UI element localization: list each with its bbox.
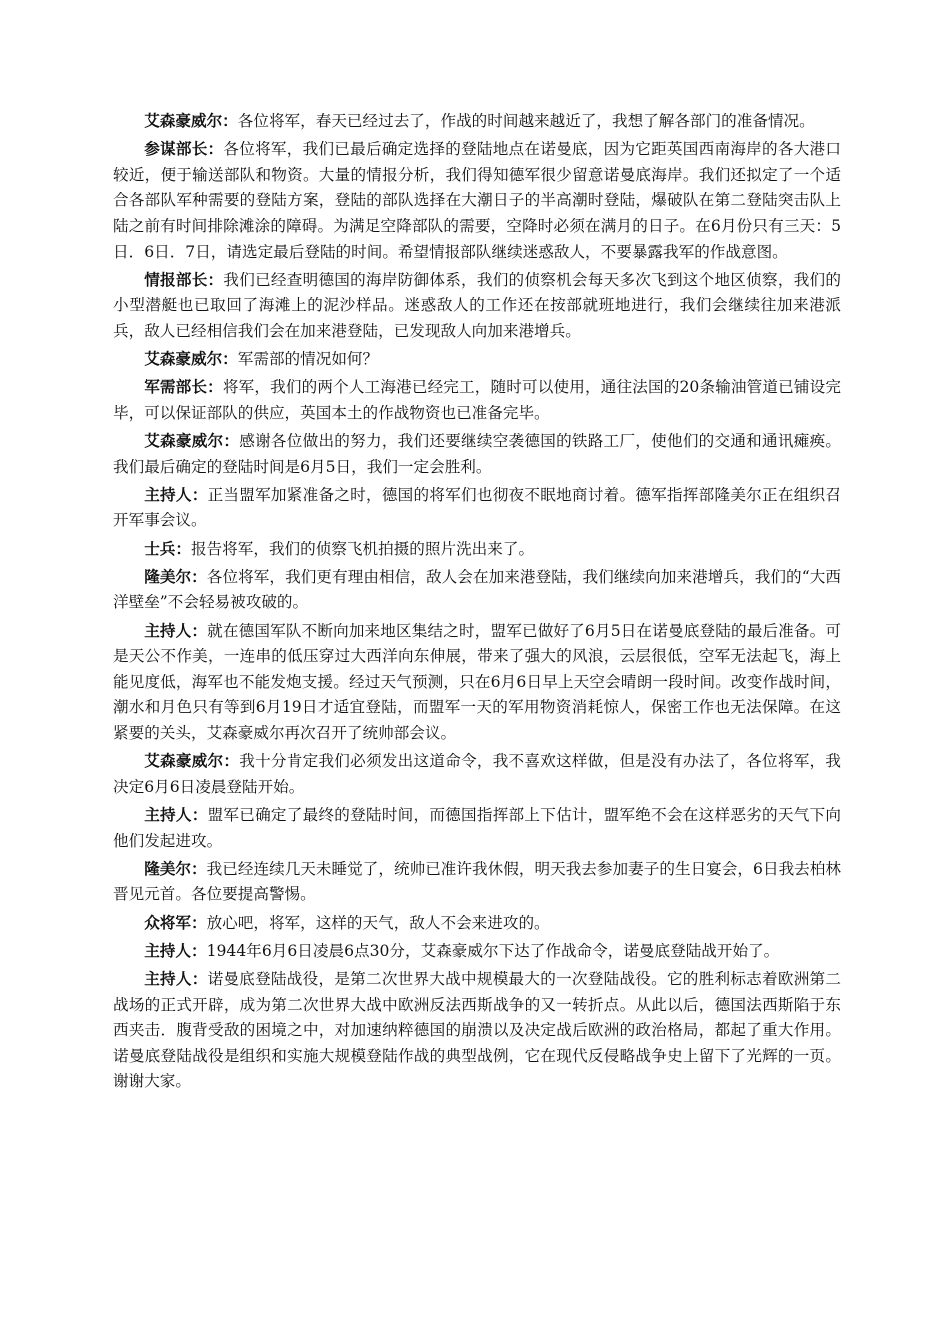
dialogue-text: 我已经连续几天未睡觉了，统帅已准许我休假，明天我去参加妻子的生日宴会，6日我去柏林晋见元首。各位要提高警惕。 [113, 859, 841, 904]
speaker-name: 主持人： [144, 940, 207, 960]
dialogue-paragraph [113, 428, 841, 480]
speaker-name: 参谋部长： [144, 139, 224, 159]
dialogue-paragraph [113, 346, 841, 373]
speaker-name: 士兵： [144, 538, 191, 558]
dialogue-paragraph [113, 966, 841, 1095]
dialogue-text: 我十分肯定我们必须发出这道命令，我不喜欢这样做，但是没有办法了，各位将军，我决定6月6日凌晨登陆开始。 [113, 752, 841, 796]
dialogue-text: 军需部的情况如何？ [237, 350, 379, 369]
speaker-name: 众将军： [144, 912, 207, 932]
dialogue-text: 各位将军，我们已最后确定选择的登陆地点在诺曼底，因为它距英国西南海岸的各大港口较近，便于输送部队和物资。大量的情报分析，我们得知德军很少留意诺曼底海岸。我们还拟定了一个适合各部队军种需要的登陆方案，登陆的部队选择在大潮日子的半高潮时登陆，爆破队在第二登陆突击队上陆之前有时间排除滩涂的障碍。为满足空降部队的需要，空降时必须在满月的日子。在6月份只有三天：5日．6日．7日，请选定最后登陆的时间。希望情报部队继续迷惑敌人，不要暴露我军的作战意图。 [113, 140, 841, 261]
dialogue-text: 就在德国军队不断向加来地区集结之时，盟军已做好了6月5日在诺曼底登陆的最后准备。可是天公不作美，一连串的低压穿过大西洋向东伸展，带来了强大的风浪，云层很低，空军无法起飞，海上能见度低，海军也不能发炮支援。经过天气预测，只在6月6日早上天空会晴朗一段时间。改变作战时间，潮水和月色只有等到6月19日才适宜登陆，而盟军一天的军用物资消耗惊人，保密工作也无法保障。在这紧要的关头，艾森豪威尔再次召开了统帅部会议。 [113, 621, 841, 742]
speaker-name: 艾森豪威尔： [144, 349, 238, 369]
dialogue-paragraph [113, 910, 841, 937]
speaker-name: 主持人： [144, 484, 208, 504]
speaker-name: 隆美尔： [144, 858, 207, 878]
dialogue-paragraph [113, 748, 841, 800]
dialogue-text: 我们已经查明德国的海岸防御体系，我们的侦察机会每天多次飞到这个地区侦察，我们的小型潜艇也已取回了海滩上的泥沙样品。迷惑敌人的工作还在按部就班地进行，我们会继续往加来港派兵，敌人已经相信我们会在加来港登陆，已发现敌人向加来港增兵。 [113, 270, 841, 340]
dialogue-paragraph [113, 564, 841, 616]
dialogue-text: 将军，我们的两个人工海港已经完工，随时可以使用，通往法国的20条输油管道已铺设完毕，可以保证部队的供应，英国本土的作战物资也已准备完毕。 [113, 378, 841, 422]
speaker-name: 艾森豪威尔： [144, 431, 240, 451]
speaker-name: 情报部长： [144, 269, 224, 289]
dialogue-paragraph [113, 482, 841, 534]
speaker-name: 军需部长： [144, 377, 223, 397]
speaker-name: 主持人： [144, 804, 208, 824]
dialogue-paragraph [113, 618, 841, 747]
dialogue-text: 放心吧，将军，这样的天气，敌人不会来进攻的。 [206, 913, 550, 932]
dialogue-paragraph [113, 856, 841, 908]
dialogue-text: 各位将军，春天已经过去了，作战的时间越来越近了，我想了解各部门的准备情况。 [237, 112, 815, 130]
dialogue-paragraph [113, 267, 841, 345]
dialogue-text: 诺曼底登陆战役，是第二次世界大战中规模最大的一次登陆战役。它的胜利标志着欧洲第二战场的正式开辟，成为第二次世界大战中欧洲反法西斯战争的又一转折点。从此以后，德国法西斯陷于东西夹击．腹背受敌的困境之中，对加速纳粹德国的崩溃以及决定战后欧洲的政治格局，都起了重大作用。诺曼底登陆战役是组织和实施大规模登陆作战的典型战例，它在现代反侵略战争史上留下了光辉的一页。谢谢大家。 [113, 969, 841, 1091]
speaker-name: 艾森豪威尔： [144, 751, 240, 771]
dialogue-paragraph [113, 802, 841, 854]
dialogue-text: 盟军已确定了最终的登陆时间，而德国指挥部上下估计，盟军绝不会在这样恶劣的天气下向他们发起进攻。 [113, 805, 841, 850]
dialogue-text: 各位将军，我们更有理由相信，敌人会在加来港登陆，我们继续向加来港增兵，我们的“大西洋壁垒”不会轻易被攻破的。 [113, 567, 841, 612]
dialogue-paragraph [113, 136, 841, 265]
speaker-name: 艾森豪威尔： [144, 111, 238, 130]
speaker-name: 主持人： [144, 968, 208, 988]
dialogue-paragraph [113, 536, 841, 563]
document-page [113, 108, 841, 1096]
dialogue-text: 报告将军，我们的侦察飞机拍摄的照片洗出来了。 [190, 539, 535, 558]
dialogue-paragraph [113, 938, 841, 965]
dialogue-text: 1944年6月6日凌晨6点30分，艾森豪威尔下达了作战命令，诺曼底登陆战开始了。 [206, 941, 780, 960]
dialogue-text: 正当盟军加紧准备之时，德国的将军们也彻夜不眠地商讨着。德军指挥部隆美尔正在组织召开军事会议。 [113, 485, 841, 530]
speaker-name: 隆美尔： [144, 566, 207, 586]
dialogue-paragraph [113, 108, 841, 135]
speaker-name: 主持人： [144, 620, 208, 640]
dialogue-text: 感谢各位做出的努力，我们还要继续空袭德国的铁路工厂，使他们的交通和通讯瘫痪。我们最后确定的登陆时间是6月5日，我们一定会胜利。 [113, 432, 841, 476]
dialogue-paragraph [113, 374, 841, 426]
